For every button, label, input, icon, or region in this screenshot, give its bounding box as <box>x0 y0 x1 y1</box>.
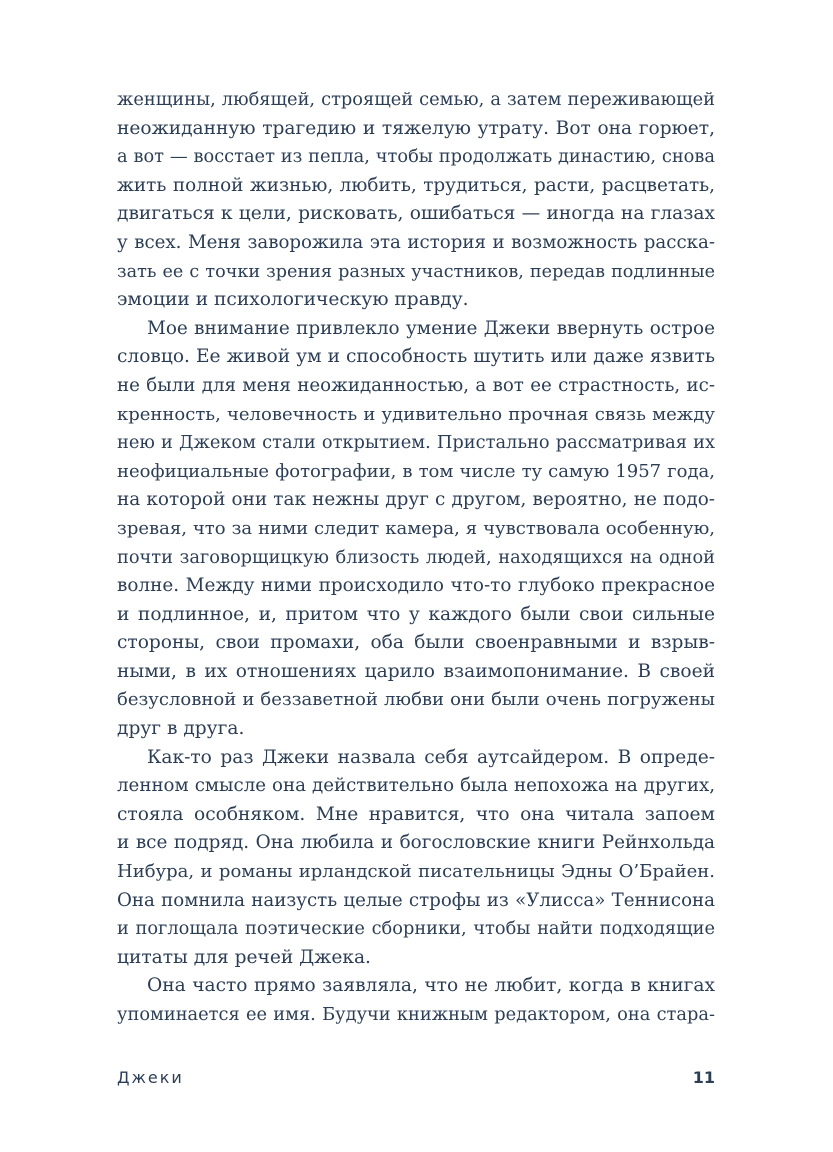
text-line: двигаться к цели, рисковать, ошибаться — иногда на глазах <box>117 203 715 225</box>
page-footer <box>117 1068 715 1092</box>
text-line: неофициальные фотографии, в том числе ту самую 1957 года, <box>117 460 715 482</box>
text-line: безусловной и беззаветной любви они были очень погружены <box>117 689 715 711</box>
text-line: Мое внимание привлекло умение Джеки ввернуть острое <box>147 317 715 339</box>
text-line: у всех. Меня заворожила эта история и возможность расска- <box>117 231 715 253</box>
text-line: словцо. Ее живой ум и способность шутить или даже язвить <box>117 346 715 368</box>
text-line: стороны, свои промахи, оба были своенравными и взрыв- <box>117 632 715 654</box>
text-line: друг в друга. <box>117 718 245 740</box>
text-line: зревая, что за ними следит камера, я чувствовала особенную, <box>117 517 715 539</box>
page-number: 11 <box>692 1068 715 1087</box>
text-line: на которой они так нежны друг с другом, вероятно, не подо- <box>117 489 715 511</box>
text-line: кренность, человечность и удивительно прочная связь между <box>117 403 715 425</box>
text-line: стояла особняком. Мне нравится, что она читала запоем <box>117 803 715 825</box>
text-line: Она часто прямо заявляла, что не любит, когда в книгах <box>147 975 715 997</box>
text-line: эмоции и психологическую правду. <box>117 289 469 311</box>
text-line: Она помнила наизусть целые строфы из «Улисса» Теннисона <box>117 889 715 911</box>
text-line: волне. Между ними происходило что-то глубоко прекрасное <box>117 575 715 597</box>
text-line: и поглощала поэтические сборники, чтобы найти подходящие <box>117 918 715 940</box>
text-line: Нибура, и романы ирландской писательницы Эдны О’Брайен. <box>117 861 715 883</box>
text-line: женщины, любящей, строящей семью, а затем переживающей <box>117 89 715 110</box>
text-line: почти заговорщицкую близость людей, находящихся на одной <box>117 546 715 568</box>
text-line: Как-то раз Джеки назвала себя аутсайдером. В опреде- <box>147 746 715 768</box>
text-line: цитаты для речей Джека. <box>117 946 371 968</box>
text-line: жить полной жизнью, любить, трудиться, расти, расцветать, <box>117 174 715 196</box>
text-line: не были для меня неожиданностью, а вот ее страстность, ис- <box>117 374 715 396</box>
text-line: и все подряд. Она любила и богословские книги Рейнхольда <box>117 832 715 854</box>
text-line: неожиданную трагедию и тяжелую утрату. Вот она горюет, <box>117 117 715 139</box>
body-text <box>117 86 715 1030</box>
text-line: а вот — восстает из пепла, чтобы продолжать династию, снова <box>117 146 715 168</box>
text-line: и подлинное, и, притом что у каждого были свои сильные <box>117 603 715 625</box>
running-title: Джеки <box>117 1068 184 1087</box>
text-line: ными, в их отношениях царило взаимопонимание. В своей <box>117 660 715 682</box>
text-line: зать ее с точки зрения разных участников, передав подлинные <box>117 261 715 282</box>
text-line: ленном смысле она действительно была непохожа на других, <box>117 775 715 797</box>
text-line: упоминается ее имя. Будучи книжным редактором, она стара- <box>117 1004 715 1025</box>
text-line: нею и Джеком стали открытием. Пристально рассматривая их <box>117 432 715 454</box>
